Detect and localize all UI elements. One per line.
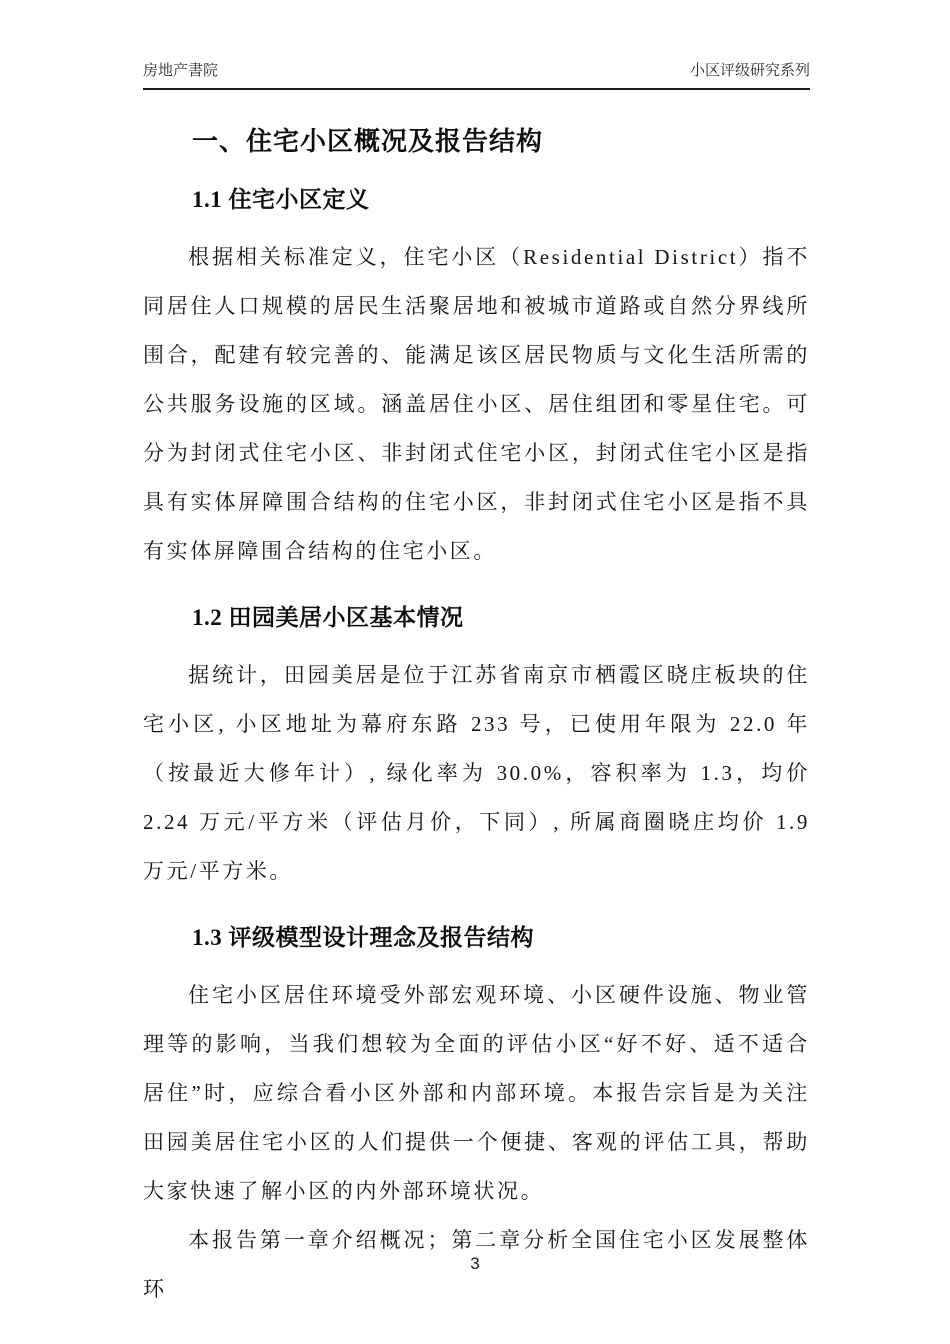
header-right-text: 小区评级研究系列 — [689, 62, 810, 79]
section-1-1-paragraph: 根据相关标准定义，住宅小区（Residential District）指不同居住人口规模的居民生活聚居地和被城市道路或自然分界线所围合，配建有较完善的、能满足该区居民物质与文化生活所需的公共服务设施的区域。涵盖居住小区、居住组团和零星住宅。可分为封闭式住宅小区、非封闭式住宅小区，封闭式住宅小区是指具有实体屏障围合结构的住宅小区，非封闭式住宅小区是指不具有实体屏障围合结构的住宅小区。 — [143, 245, 810, 563]
header-left-text: 房地产書院 — [143, 62, 219, 79]
section-1-2-heading: 1.2 田园美居小区基本情况 — [192, 605, 464, 630]
page-number: 3 — [470, 1254, 480, 1273]
section-1-3-heading: 1.3 评级模型设计理念及报告结构 — [192, 925, 534, 950]
section-1-1 — [143, 185, 810, 576]
section-1-2-paragraph: 据统计，田园美居是位于江苏省南京市栖霞区晓庄板块的住宅小区, 小区地址为幕府东路 233 号，已使用年限为 22.0 年（按最近大修年计）, 绿化率为 30.0%，容积率为 1.3，均价 2.24 万元/平方米（评估月价，下同）, 所属商圈晓庄均价 1.9 万元/平方米。 — [143, 663, 810, 883]
section-1-2 — [143, 603, 810, 896]
section-1-1-heading: 1.1 住宅小区定义 — [192, 187, 370, 212]
section-1-3-paragraph-1: 住宅小区居住环境受外部宏观环境、小区硬件设施、物业管理等的影响，当我们想较为全面的评估小区“好不好、适不适合居住”时，应综合看小区外部和内部环境。本报告宗旨是为关注田园美居住宅小区的人们提供一个便捷、客观的评估工具，帮助大家快速了解小区的内外部环境状况。 — [143, 983, 810, 1203]
page-header — [143, 0, 810, 90]
section-1-3-paragraph-2: 本报告第一章介绍概况；第二章分析全国住宅小区发展整体环 — [143, 1228, 810, 1301]
chapter-title: 一、住宅小区概况及报告结构 — [192, 127, 544, 156]
